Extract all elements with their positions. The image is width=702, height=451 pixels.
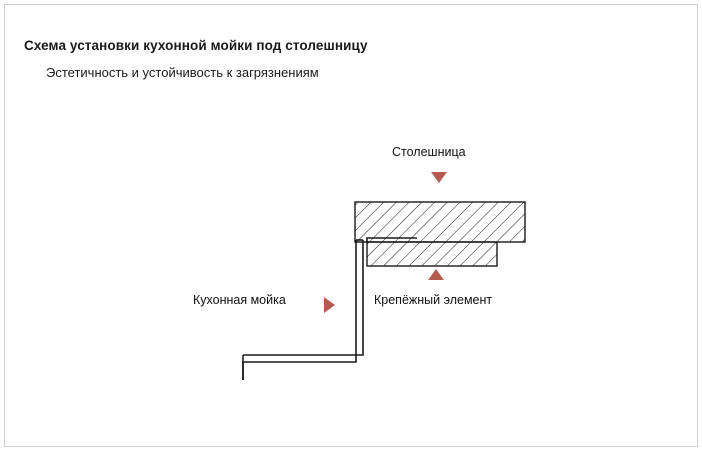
countertop-slab	[355, 202, 525, 242]
triangle-up-icon	[428, 269, 444, 280]
label-fastener: Крепёжный элемент	[374, 293, 493, 307]
sink-outer-wall	[243, 240, 356, 380]
page-title: Схема установки кухонной мойки под столешницу	[24, 38, 368, 53]
page-subtitle: Эстетичность и устойчивость к загрязнениям	[46, 65, 319, 80]
label-sink: Кухонная мойка	[193, 293, 286, 307]
label-countertop: Столешница	[392, 145, 466, 159]
triangle-down-icon	[431, 172, 447, 183]
fastener-strip	[367, 242, 497, 266]
triangle-right-icon	[324, 297, 335, 313]
